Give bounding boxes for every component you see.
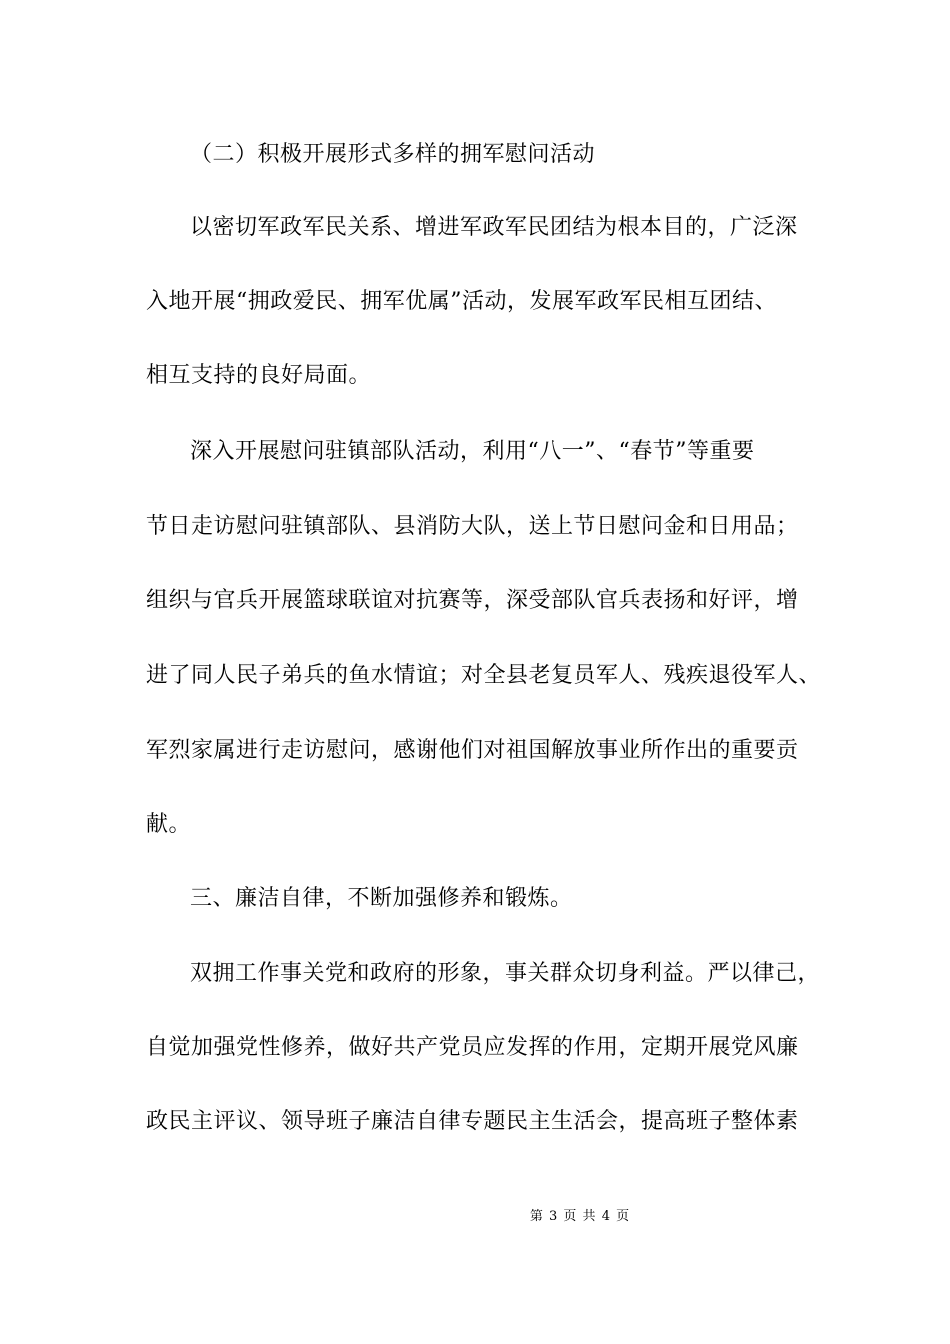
paragraph-line: 进了同人民子弟兵的鱼水情谊；对全县老复员军人、残疾退役军人、 (146, 663, 822, 688)
paragraph-line: 军烈家属进行走访慰问，感谢他们对祖国解放事业所作出的重要贡 (146, 738, 799, 763)
section-heading-3: 三、廉洁自律，不断加强修养和锻炼。 (190, 886, 573, 911)
paragraph-line: 献。 (146, 812, 192, 837)
section-heading-2: （二）积极开展形式多样的拥军慰问活动 (190, 142, 596, 167)
paragraph-line: 深入开展慰问驻镇部队活动，利用“八一”、“春节”等重要 (190, 439, 755, 464)
paragraph-line: 组织与官兵开展篮球联谊对抗赛等，深受部队官兵表扬和好评，增 (146, 588, 799, 613)
paragraph-line: 以密切军政军民关系、增进军政军民团结为根本目的，广泛深 (190, 215, 798, 240)
paragraph-line: 双拥工作事关党和政府的形象，事关群众切身利益。严以律己， (190, 961, 821, 986)
paragraph-line: 自觉加强党性修养，做好共产党员应发挥的作用，定期开展党风廉 (146, 1035, 799, 1060)
paragraph-line: 入地开展“拥政爱民、拥军优属”活动，发展军政军民相互团结、 (146, 289, 777, 314)
paragraph-line: 相互支持的良好局面。 (146, 363, 372, 388)
paragraph-line: 政民主评议、领导班子廉洁自律专题民主生活会，提高班子整体素 (146, 1109, 799, 1134)
paragraph-line: 节日走访慰问驻镇部队、县消防大队，送上节日慰问金和日用品； (146, 514, 799, 539)
page-number-footer: 第 3 页 共 4 页 (529, 1209, 631, 1224)
